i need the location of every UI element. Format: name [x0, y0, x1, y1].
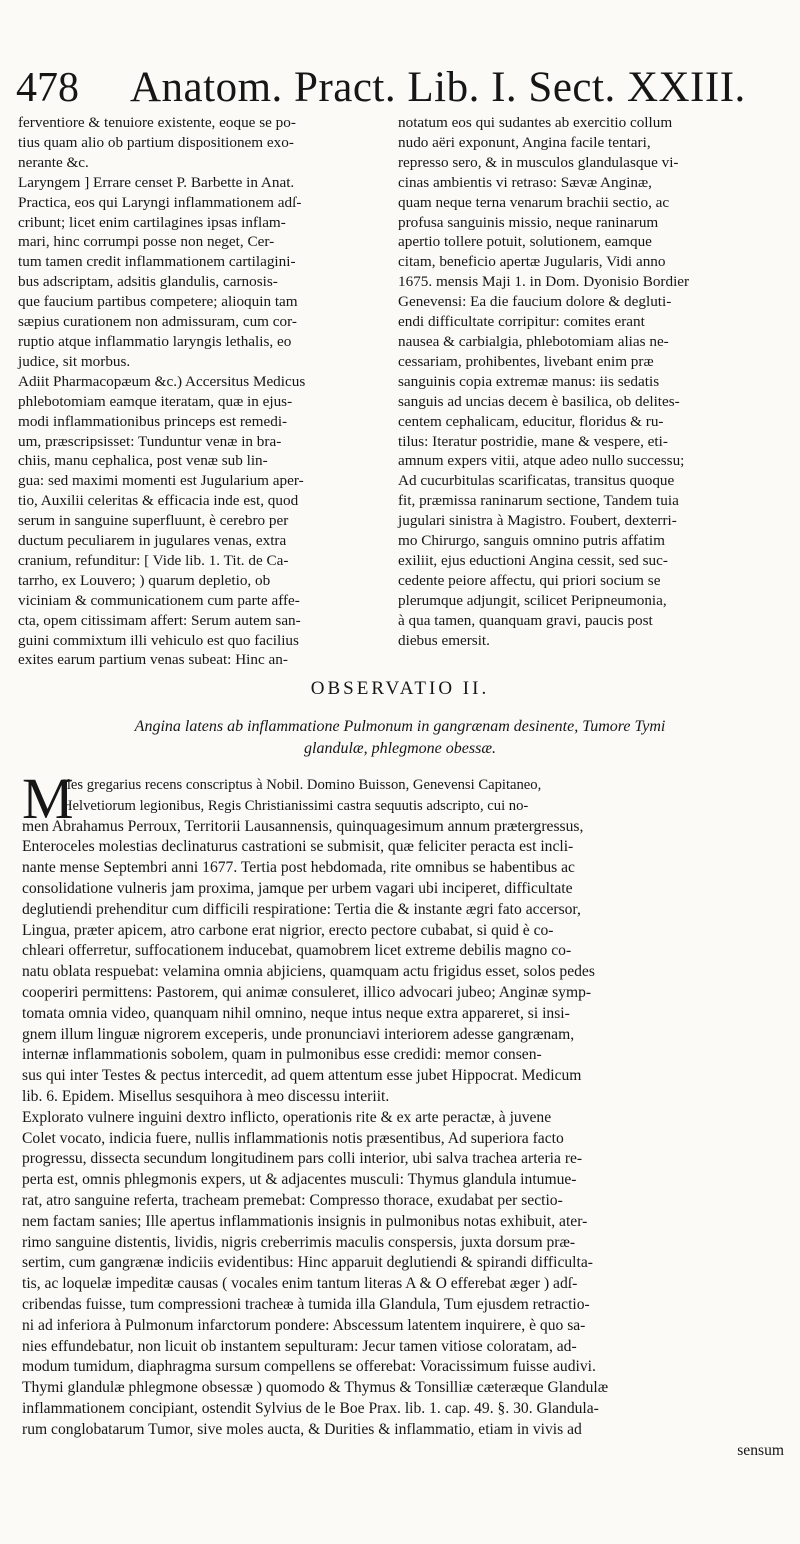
- text-line: um, præscripsisset: Tunduntur venæ in bra-: [18, 432, 282, 450]
- body-line: rat, atro sanguine referta, tracheam premebat: Compresso thorace, exudabat per sectio-: [22, 1191, 563, 1209]
- observation-body: [22, 775, 784, 1461]
- body-line: cribendas fuisse, tum compressioni tracheæ à tumida illa Glandula, Tum ejusdem retractio-: [22, 1295, 590, 1313]
- text-line: profusa sanguinis missio, neque raninarum: [398, 213, 659, 231]
- body-line: Colet vocato, indicia fuere, nullis inflammationis notis præsentibus, Ad superiora facto: [22, 1129, 564, 1147]
- text-line: tio, Auxilii celeritas & efficacia inde est, quod: [18, 492, 299, 510]
- subtitle-line: glandulæ, phlegmone obessæ.: [304, 740, 496, 757]
- text-line: Adiit Pharmacopæum &c.) Accersitus Medicus: [18, 372, 306, 390]
- subtitle-line: Angina latens ab inflammatione Pulmonum in gangrænam desinente, Tumore Tymi: [134, 718, 666, 735]
- body-line: tis, ac loquelæ impeditæ causas ( vocales enim tantum literas A & O efferebat æger ) adſ-: [22, 1275, 578, 1293]
- text-line: phlebotomiam eamque iteratam, quæ in ejus-: [18, 392, 293, 410]
- text-line: ductum peculiarem in jugulares venas, extra: [18, 532, 287, 550]
- body-line: Explorato vulnere inguini dextro inflicto, operationis rite & ex arte peractæ, à juvene: [22, 1108, 552, 1126]
- text-line: cedente peiore affectu, qui priori socium se: [398, 571, 661, 589]
- text-line: cranium, refunditur: [ Vide lib. 1. Tit. de Ca-: [18, 551, 289, 569]
- observation-heading: OBSERVATIO II.: [310, 678, 490, 699]
- text-line: judice, sit morbus.: [18, 352, 131, 370]
- text-line: cinas ambientis vi retraso: Sævæ Anginæ,: [398, 173, 652, 191]
- page-header: [16, 66, 786, 110]
- text-line: que faucium partibus competere; alioquin tam: [18, 293, 298, 311]
- text-line: chiis, manu cephalica, post venæ sub lin-: [18, 452, 268, 470]
- text-line: plerumque adjungit, scilicet Peripneumonia,: [398, 591, 667, 609]
- body-line: Thymi glandulæ phlegmone obsessæ ) quomodo & Thymus & Tonsilliæ cæteræque Glandulæ: [22, 1379, 609, 1397]
- text-line: sanguis ad uncias decem è basilica, ob delites-: [398, 392, 680, 410]
- body-line: internæ inflammationis sobolem, quam in pulmonibus esse credidi: memor consen-: [22, 1046, 542, 1064]
- text-line: mari, hinc corrumpi posse non neget, Cer-: [18, 233, 275, 251]
- text-line: sæpius curationem non admissuram, cum cor-: [18, 313, 297, 331]
- body-line: rimo sanguine distentis, lividis, nigris creberrimis maculis conspersis, juxta dorsum præ-: [22, 1233, 576, 1251]
- body-line: sus qui inter Testes & pectus intercedit, ad quem attentum esse jubet Hippocrat. Medicum: [22, 1067, 582, 1085]
- text-line: ruptio atque inflammatio laryngis lethalis, eo: [18, 332, 292, 350]
- text-line: mo Chirurgo, sanguis omnino putris affatim: [398, 532, 665, 550]
- body-line: nies effundebatur, non licuit ob instantem sepulturam: Jecur tamen vitiose coloratam, ad-: [22, 1337, 577, 1355]
- text-line: Practica, eos qui Laryngi inflammationem adſ-: [18, 193, 302, 211]
- body-line: deglutiendi prehenditur cum difficili respiratione: Tertia die & instante ægri fato accersor,: [22, 900, 581, 918]
- body-line: sensum: [737, 1441, 784, 1459]
- observation-subtitle: [20, 716, 780, 760]
- body-line: Lingua, præter apicem, atro carbone erat nigrior, erecto pectore cubabat, si quid è co-: [22, 921, 554, 939]
- text-line: 1675. mensis Maji 1. in Dom. Dyonisio Bordier: [398, 273, 690, 291]
- text-line: centem cephalicam, educitur, floridus & ru-: [398, 412, 664, 430]
- text-line: Ad cucurbitulas scarificatas, transitus quoque: [398, 472, 675, 490]
- text-line: modi inflammationibus princeps est remedi-: [18, 412, 288, 430]
- text-line: amnum expers vitii, atque adeo nullo successu;: [398, 452, 685, 470]
- body-line: tomata omnia video, quanquam nihil omnino, neque intus neque extra appareret, si insi-: [22, 1004, 570, 1022]
- body-line: lib. 6. Epidem. Misellus sesquihora à meo discessu interiit.: [22, 1087, 390, 1105]
- body-line: chleari offerretur, suffocationem inducebat, quamobrem licet extreme debilis magno co-: [22, 942, 572, 960]
- body-line: modum tumidum, diaphragma sursum compellens se offerebat: Voracissimum fuisse audivi.: [22, 1358, 596, 1376]
- text-line: serum in sanguine superfluunt, è cerebro per: [18, 512, 289, 530]
- body-line: sertim, cum gangrænæ indiciis evidentibus: Hinc apparuit deglutiendi & spirandi difficulta-: [22, 1254, 593, 1272]
- text-line: exites earum partium venas subeat: Hinc an-: [18, 651, 288, 669]
- body-line: cooperiri permittens: Pastorem, qui animæ consuleret, illico advocari jubeo; Anginæ symp-: [22, 983, 592, 1001]
- text-line: jugulari sinistra à Magistro. Foubert, dexterri-: [398, 512, 677, 530]
- text-line: sanguinis copia extremæ manus: iis sedatis: [398, 372, 660, 390]
- text-line: exiliit, ejus eductioni Angina cessit, sed suc-: [398, 551, 668, 569]
- body-line: nem factam sanies; Ille apertus inflammationis insignis in pulmonibus notas exhibuit, ater-: [22, 1212, 588, 1230]
- text-line: nudo aëri exponunt, Angina facile tentari,: [398, 133, 651, 151]
- text-line: tius quam alio ob partium dispositionem exo-: [18, 133, 294, 151]
- body-line: Iles gregarius recens conscriptus à Nobil. Domino Buisson, Genevensi Capitaneo,: [62, 777, 542, 793]
- text-line: citam, beneficio apertæ Jugularis, Vidi anno: [398, 253, 666, 271]
- text-line: Laryngem ] Errare censet P. Barbette in Anat.: [18, 173, 295, 191]
- text-line: nausea & carbialgia, phlebotomiam alias ne-: [398, 332, 669, 350]
- text-line: endi difficultate corripitur: comites erant: [398, 313, 645, 331]
- body-line: nante mense Septembri anni 1677. Tertia post hebdomada, rite omnibus se habentibus ac: [22, 859, 575, 877]
- text-line: tarrho, ex Louvero; ) quarum depletio, ob: [18, 571, 271, 589]
- body-line: men Abrahamus Perroux, Territorii Lausannensis, quinquagesimum annum prætergressus,: [22, 817, 584, 835]
- text-line: fit, præmissa raninarum sectione, Tandem tuia: [398, 492, 679, 510]
- right-column: [398, 113, 784, 650]
- body-line: natu oblata respuebat: velamina omnia abjiciens, quamquam actu frigidus esset, solos pedes: [22, 963, 595, 981]
- text-line: diebus emersit.: [398, 631, 490, 649]
- body-line: inflammationem concipiant, ostendit Sylvius de le Boe Prax. lib. 1. cap. 49. §. 30. Glandula-: [22, 1399, 599, 1417]
- body-line: Enteroceles molestias declinaturus castrationi se submisit, quæ feliciter peracta est incli-: [22, 838, 574, 856]
- body-line: perta est, omnis phlegmonis expers, ut & adjacentes musculi: Thymus glandula intumue-: [22, 1171, 577, 1189]
- body-line: gnem illum linguæ nigrorem exceperis, unde pronunciavi interiorem adesse gangrænam,: [22, 1025, 575, 1043]
- text-line: cribunt; licet enim cartilagines ipsas inflam-: [18, 213, 286, 231]
- text-line: cessariam, prohibentes, livebant enim præ: [398, 352, 654, 370]
- text-line: Genevensi: Ea die faucium dolore & degluti-: [398, 293, 672, 311]
- text-line: notatum eos qui sudantes ab exercitio collum: [398, 114, 673, 131]
- text-line: à qua tamen, quanquam gravi, paucis post: [398, 611, 653, 629]
- text-line: viciniam & communicationem cum parte affe-: [18, 591, 300, 609]
- text-line: represso sero, & in musculos glandulasque vi-: [398, 153, 679, 171]
- page-number: 478: [16, 65, 79, 111]
- text-line: cta, opem citissimam affert: Serum autem san-: [18, 611, 301, 629]
- text-line: quam neque terna venarum brachii sectio, ac: [398, 193, 670, 211]
- text-line: nerante &c.: [18, 153, 89, 171]
- running-title: Anatom. Pract. Lib. I. Sect. XXIII.: [130, 64, 746, 111]
- text-line: tilus: Iteratur postridie, mane & vespere, eti-: [398, 432, 668, 450]
- body-line: Helvetiorum legionibus, Regis Christianissimi castra sequutis adscripto, cui no-: [62, 797, 529, 814]
- text-line: guini commixtum illi vehiculo est quo facilius: [18, 631, 299, 649]
- text-line: apertio tollere potuit, solutionem, eamque: [398, 233, 652, 251]
- drop-cap: M: [22, 766, 74, 831]
- body-line: consolidatione vulneris jam proxima, jamque per urbem vagari ubi inciperet, difficultate: [22, 879, 573, 897]
- body-line: progressu, dissecta secundum longitudinem pars colli interior, ubi salva trachea arteria re-: [22, 1150, 583, 1168]
- text-line: tum tamen credit inflammationem cartilagini-: [18, 253, 296, 271]
- text-line: ferventiore & tenuiore existente, eoque se po-: [18, 114, 296, 131]
- text-line: bus adscriptam, adsitis glandulis, carnosis-: [18, 273, 278, 291]
- left-column: [18, 113, 398, 670]
- text-line: gua: sed maximi momenti est Jugularium aper-: [18, 472, 304, 490]
- body-line: rum conglobatarum Tumor, sive moles aucta, & Durities & inflammatio, etiam in vivis ad: [22, 1420, 582, 1438]
- body-line: ni ad inferiora à Pulmonum infarctorum pondere: Abscessum latentem inquirere, è quo sa-: [22, 1316, 586, 1334]
